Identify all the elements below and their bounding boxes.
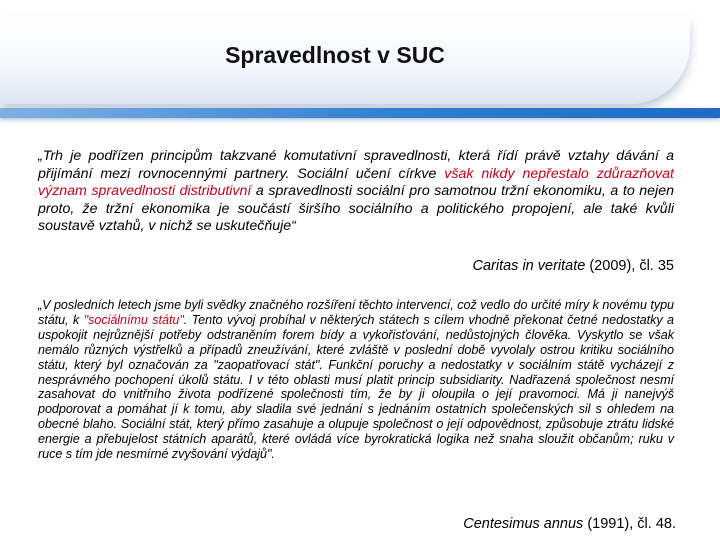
title-band xyxy=(0,108,720,118)
quote-caritas-text: „Trh je podřízen principům takzvané komutativní spravedlnosti, která řídí právě vztahy dávání a přijímání mezi rovnocennými partnery. Sociální učení církve xyxy=(38,148,674,182)
quote-centesimus xyxy=(38,298,674,462)
quote-centesimus-highlight: "sociálnímu státu" xyxy=(83,312,184,327)
quote-caritas xyxy=(38,148,674,236)
quote-centesimus-text: „V posledních letech jsme byli svědky značného rozšíření těchto intervencí, což vedlo do určité míry k novému typu státu, k xyxy=(38,298,674,327)
citation-centesimus-work: Centesimus annus xyxy=(463,516,584,532)
quote-caritas-highlight: však nikdy nepřestalo zdůrazňovat význam spravedlnosti distributivní xyxy=(38,165,674,199)
page-title: Spravedlnost v SUC xyxy=(225,42,445,68)
citation-caritas-work: Caritas in veritate xyxy=(472,258,586,274)
citation-centesimus-detail: (1991), čl. 48. xyxy=(583,516,676,532)
citation-centesimus xyxy=(463,516,676,532)
citation-caritas-detail: (2009), čl. 35 xyxy=(585,258,674,274)
quote-centesimus-text-end: . Tento vývoj probíhal v některých státech s cílem vhodně překonat četné nedostatky a uspokojit nejrůznější potřeby odstraněním forem bídy a vykořisťování, nedůstojných člověka. Vyskytlo se však nemálo různých výstřelků a případů zneužívání, které zvláště v poslední době vyvolaly ostrou kritiku sociálního státu, který byl označován za "zaopatřovací stát". Funkční poruchy a nedostatky v sociálním státě vycházejí z nesprávného pochopení úkolů státu. I v této oblasti musí platit princip subsidiarity. Nadřazená společnost nesmí zasahovat do vnitřního života podřízené společnosti tím, že by ji oloupila o její pravomoci. Má ji nanejvýš podporovat a pomáhat jí k tomu, aby sladila své jednání s jednáním ostatních společenských sil s ohledem na obecné blaho. Sociální stát, který přímo zasahuje a olupuje společnost o její odpovědnost, způsobuje ztrátu lidské energie a přebujelost státních aparátů, které ovládá více byrokratická logika než snaha sloužit občanům; ruku v ruce s tím jde nesmírné zvyšování výdajů". xyxy=(38,312,674,462)
quote-caritas-text-end: a spravedlnosti sociální pro samotnou tržní ekonomiku, a to nejen proto, že tržní ekonomika je součástí širšího sociálního a politického propojení, ale také kvůli soustavě vztahů, v nichž se uskutečňuje“ xyxy=(38,183,674,234)
citation-caritas xyxy=(473,258,675,274)
